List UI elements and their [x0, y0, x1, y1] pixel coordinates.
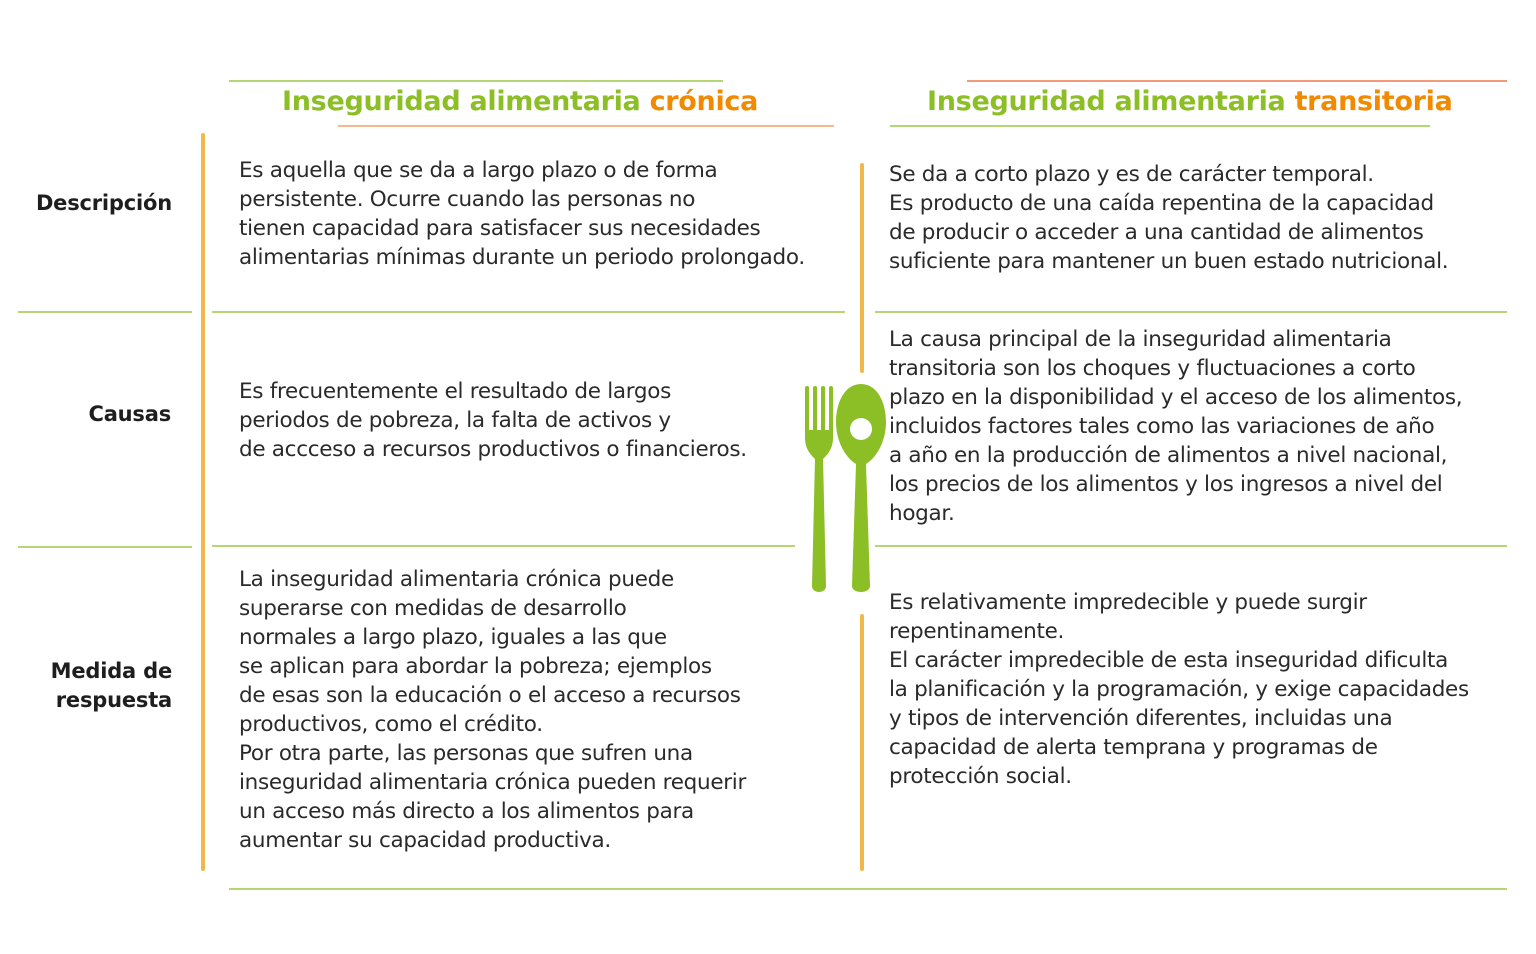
row-separator-transitory-2 — [875, 545, 1507, 547]
text-line: aumentar su capacidad productiva. — [239, 828, 611, 853]
transitory-heading-bottom-rule — [890, 125, 1430, 127]
transitory-heading-highlight: transitoria — [1294, 86, 1453, 117]
row-label-description: Descripción — [35, 191, 172, 215]
text-line: productivos, como el crédito. — [239, 712, 543, 737]
text-line: El carácter impredecible de esta inseguridad dificulta — [889, 648, 1449, 673]
text-line: alimentarias mínimas durante un periodo prolongado. — [239, 245, 805, 270]
left-column-divider — [201, 133, 205, 871]
chronic-description-cell — [239, 156, 805, 272]
text-line: la planificación y la programación, y exige capacidades — [889, 677, 1469, 702]
text-line: tienen capacidad para satisfacer sus necesidades — [239, 216, 761, 241]
text-line: repentinamente. — [889, 619, 1065, 644]
transitory-heading-top-rule — [967, 80, 1507, 82]
row-separator-chronic-1 — [212, 311, 845, 313]
text-line: a año en la producción de alimentos a nivel nacional, — [889, 443, 1448, 468]
text-line: normales a largo plazo, iguales a las que — [239, 625, 667, 650]
chronic-heading — [282, 86, 758, 117]
text-line: de producir o acceder a una cantidad de alimentos — [889, 220, 1424, 245]
text-line: de accceso a recursos productivos o financieros. — [239, 437, 747, 462]
text-line: y tipos de intervención diferentes, incluidas una — [889, 706, 1393, 731]
chronic-heading-highlight: crónica — [649, 86, 759, 117]
text-line: La causa principal de la inseguridad alimentaria — [889, 327, 1392, 352]
chronic-heading-top-rule — [229, 80, 723, 82]
fork-icon — [805, 386, 833, 592]
text-line: Es relativamente impredecible y puede surgir — [889, 590, 1367, 615]
chronic-causes-cell — [239, 377, 747, 464]
center-divider-upper — [860, 163, 864, 373]
text-line: Es aquella que se da a largo plazo o de forma — [239, 158, 718, 183]
transitory-heading — [927, 86, 1453, 117]
text-line: Se da a corto plazo y es de carácter temporal. — [889, 162, 1374, 187]
text-line: La inseguridad alimentaria crónica puede — [239, 567, 674, 592]
chronic-heading-bottom-rule — [338, 125, 834, 127]
row-label-response — [51, 657, 172, 715]
text-line: de esas son la educación o el acceso a recursos — [239, 683, 741, 708]
text-line: plazo en la disponibilidad y el acceso de los alimentos, — [889, 385, 1463, 410]
text-line: Es frecuentemente el resultado de largos — [239, 379, 672, 404]
text-line: suficiente para mantener un buen estado nutricional. — [889, 249, 1449, 274]
table-bottom-rule — [229, 888, 1507, 890]
text-line: un acceso más directo a los alimentos para — [239, 799, 694, 824]
cutlery-icon — [800, 380, 892, 600]
transitory-response-cell — [889, 588, 1469, 791]
text-line: se aplican para abordar la pobreza; ejemplos — [239, 654, 712, 679]
row-separator-label-2 — [18, 546, 192, 548]
text-line: los precios de los alimentos y los ingresos a nivel del — [889, 472, 1443, 497]
transitory-description-cell — [889, 160, 1448, 276]
text-line: persistente. Ocurre cuando las personas no — [239, 187, 696, 212]
text-line: transitoria son los choques y fluctuaciones a corto — [889, 356, 1416, 381]
text-line: superarse con medidas de desarrollo — [239, 596, 627, 621]
text-line: capacidad de alerta temprana y programas de — [889, 735, 1378, 760]
row-label-response-line-2: respuesta — [55, 688, 172, 712]
transitory-heading-prefix: Inseguridad alimentaria — [927, 86, 1295, 117]
row-separator-transitory-1 — [875, 311, 1507, 313]
text-line: Es producto de una caída repentina de la capacidad — [889, 191, 1434, 216]
row-label-causes: Causas — [88, 402, 171, 426]
chronic-heading-prefix: Inseguridad alimentaria — [282, 86, 650, 117]
text-line: inseguridad alimentaria crónica pueden requerir — [239, 770, 747, 795]
spoon-icon — [836, 384, 886, 592]
center-divider-lower — [860, 614, 864, 871]
transitory-causes-cell — [889, 325, 1462, 528]
text-line: protección social. — [889, 764, 1072, 789]
text-line: Por otra parte, las personas que sufren una — [239, 741, 693, 766]
row-separator-chronic-2 — [212, 545, 795, 547]
chronic-response-cell — [239, 565, 746, 855]
text-line: hogar. — [889, 501, 955, 526]
row-separator-label-1 — [18, 311, 192, 313]
text-line: incluidos factores tales como las variaciones de año — [889, 414, 1435, 439]
text-line: periodos de pobreza, la falta de activos y — [239, 408, 671, 433]
row-label-response-line-1: Medida de — [50, 659, 172, 683]
